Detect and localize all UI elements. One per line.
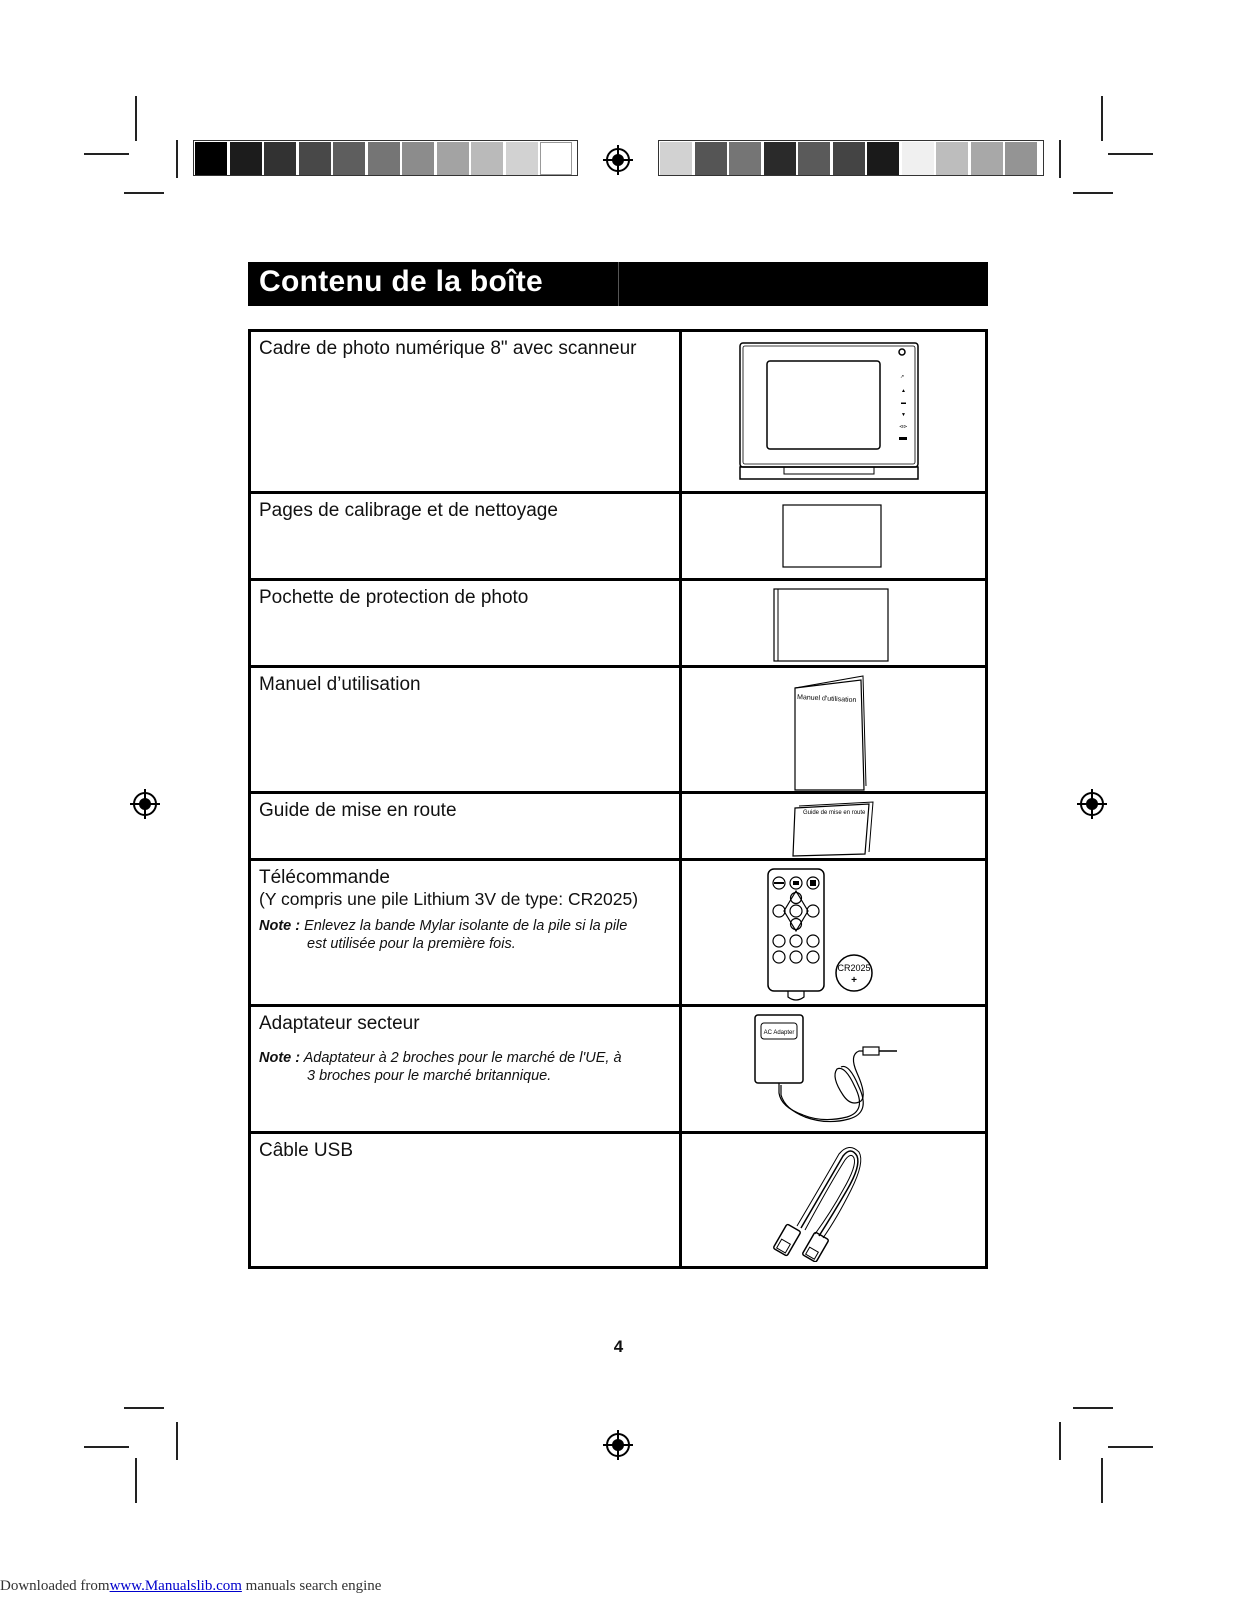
svg-text:⊲⊳: ⊲⊳ — [899, 424, 908, 430]
crop-mark — [124, 1407, 164, 1409]
item-title: Manuel d’utilisation — [259, 674, 421, 695]
color-swatch — [299, 142, 331, 175]
item-title: Câble USB — [259, 1140, 353, 1161]
crop-mark — [135, 1458, 137, 1503]
svg-text:▬: ▬ — [901, 400, 906, 406]
footer-link[interactable]: www.Manualslib.com — [109, 1578, 242, 1594]
color-swatch — [1005, 142, 1037, 175]
color-swatch — [729, 142, 761, 175]
crop-mark — [1059, 1422, 1061, 1460]
color-swatch — [971, 142, 1003, 175]
color-swatch — [437, 142, 469, 175]
footer — [0, 1578, 381, 1595]
color-swatch — [833, 142, 865, 175]
footer-suffix: manuals search engine — [241, 1578, 382, 1594]
quick-start-guide-illustration — [789, 798, 875, 858]
color-swatch — [368, 142, 400, 175]
table-row — [251, 665, 985, 791]
color-swatch — [660, 142, 692, 175]
table-row — [251, 332, 985, 491]
item-title: Pages de calibrage et de nettoyage — [259, 500, 558, 521]
registration-mark-icon — [603, 1430, 633, 1460]
crop-mark — [1059, 140, 1061, 178]
note-label: Note : — [259, 1050, 301, 1066]
crop-mark — [124, 192, 164, 194]
color-swatch — [506, 142, 538, 175]
battery-label: CR2025 — [837, 963, 871, 973]
note-text-line1: Enlevez la bande Mylar isolante de la pile si la pile — [304, 918, 628, 934]
item-title: Pochette de protection de photo — [259, 587, 529, 608]
table-row — [251, 1131, 985, 1266]
svg-text:↗: ↗ — [900, 374, 905, 380]
color-swatch — [798, 142, 830, 175]
item-subtitle: (Y compris une pile Lithium 3V de type: CR2025) — [259, 889, 639, 909]
photo-frame-illustration — [739, 342, 989, 482]
item-title: Télécommande — [259, 867, 390, 888]
crop-mark — [176, 140, 178, 178]
note-text-line2: est utilisée pour la première fois. — [307, 936, 516, 952]
battery-plus-sign: + — [851, 975, 857, 986]
crop-mark — [84, 1446, 129, 1448]
item-note — [259, 917, 669, 953]
table-row — [251, 491, 985, 578]
crop-mark — [1108, 1446, 1153, 1448]
item-title: Cadre de photo numérique 8" avec scanneur — [259, 338, 637, 359]
header-divider — [618, 262, 619, 306]
color-swatch — [902, 142, 934, 175]
item-note — [259, 1049, 669, 1085]
color-swatch — [540, 142, 572, 175]
svg-text:▲: ▲ — [901, 388, 906, 394]
crop-mark — [135, 96, 137, 141]
section-header — [248, 262, 988, 306]
crop-mark — [84, 153, 129, 155]
crop-mark — [1101, 1458, 1103, 1503]
user-manual-illustration — [791, 674, 875, 792]
color-swatch — [695, 142, 727, 175]
footer-prefix: Downloaded from — [0, 1578, 110, 1594]
table-row — [251, 1004, 985, 1131]
crop-mark — [176, 1422, 178, 1460]
color-swatch — [230, 142, 262, 175]
note-label: Note : — [259, 918, 301, 934]
color-swatch — [867, 142, 899, 175]
item-title: Adaptateur secteur — [259, 1013, 420, 1034]
color-swatch — [471, 142, 503, 175]
table-row — [251, 858, 985, 1004]
crop-mark — [1101, 96, 1103, 141]
remote-control-illustration — [766, 867, 876, 1003]
table-row — [251, 578, 985, 665]
color-swatch — [402, 142, 434, 175]
color-swatch — [764, 142, 796, 175]
table-row — [251, 791, 985, 858]
note-text-line1: Adaptateur à 2 broches pour le marché de l'UE, à — [303, 1050, 622, 1066]
color-swatch — [195, 142, 227, 175]
crop-mark — [1108, 153, 1153, 155]
crop-mark — [1073, 1407, 1113, 1409]
note-text-line2: 3 broches pour le marché britannique. — [307, 1068, 552, 1084]
item-title: Guide de mise en route — [259, 800, 457, 821]
color-swatch — [264, 142, 296, 175]
svg-text:▼: ▼ — [901, 412, 906, 418]
ac-adapter-label: AC Adapter — [763, 1030, 795, 1036]
color-swatch — [333, 142, 365, 175]
calibration-page-illustration — [782, 504, 884, 570]
manual-cover-label: Manuel d'utilisation — [796, 694, 857, 705]
photo-sleeve-illustration — [773, 588, 891, 664]
usb-cable-illustration — [761, 1142, 871, 1262]
ac-adapter-illustration — [751, 1011, 901, 1131]
page-title: Contenu de la boîte — [259, 265, 544, 298]
registration-mark-icon — [1077, 789, 1107, 819]
registration-mark-icon — [603, 145, 633, 175]
guide-cover-label: Guide de mise en route — [803, 810, 866, 816]
page-number: 4 — [613, 1337, 624, 1356]
registration-mark-icon — [130, 789, 160, 819]
contents-table — [248, 329, 988, 1269]
color-swatch — [936, 142, 968, 175]
crop-mark — [1073, 192, 1113, 194]
